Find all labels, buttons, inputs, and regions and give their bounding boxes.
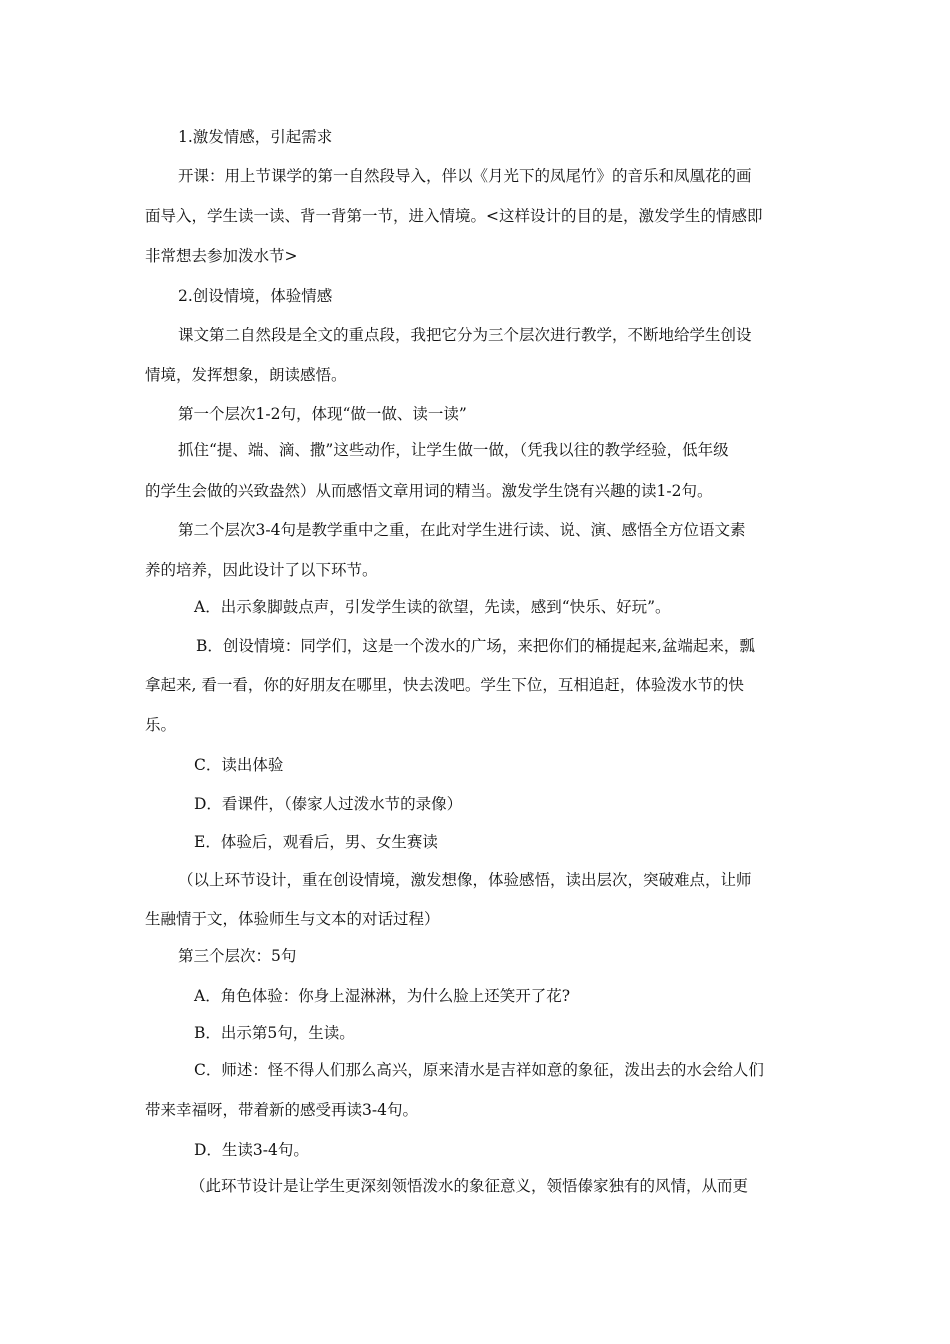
text-line: 1.激发情感，引起需求 xyxy=(178,128,333,146)
text-line: 生融情于文，体验师生与文本的对话过程） xyxy=(145,910,440,928)
text-line: （以上环节设计，重在创设情境，激发想像，体验感悟，读出层次，突破难点，让师 xyxy=(178,871,752,889)
text-line: 第三个层次：5句 xyxy=(178,947,297,965)
text-line: （此环节设计是让学生更深刻领悟泼水的象征意义，领悟傣家独有的风情，从而更 xyxy=(190,1177,749,1195)
text-line: 开课：用上节课学的第一自然段导入，伴以《月光下的凤尾竹》的音乐和凤凰花的画 xyxy=(178,167,752,185)
text-line: A．角色体验：你身上湿淋淋，为什么脸上还笑开了花? xyxy=(194,987,571,1005)
text-line: A．出示象脚鼓点声，引发学生读的欲望，先读，感到“快乐、好玩”。 xyxy=(194,598,671,616)
text-line: C．读出体验 xyxy=(194,756,284,774)
text-line: 第二个层次3-4句是教学重中之重，在此对学生进行读、说、演、感悟全方位语文素 xyxy=(178,521,746,539)
text-line: 非常想去参加泼水节> xyxy=(145,247,298,265)
text-line: B．出示第5句，生读。 xyxy=(194,1024,355,1042)
text-line: 带来幸福呀，带着新的感受再读3-4句。 xyxy=(145,1101,418,1119)
text-line: 情境，发挥想象，朗读感悟。 xyxy=(145,366,347,384)
text-line: B．创设情境：同学们，这是一个泼水的广场，来把你们的桶提起来,盆端起来，瓢 xyxy=(196,637,755,655)
text-line: 的学生会做的兴致盎然）从而感悟文章用词的精当。激发学生饶有兴趣的读1-2句。 xyxy=(145,482,713,500)
text-line: 课文第二自然段是全文的重点段，我把它分为三个层次进行教学，不断地给学生创设 xyxy=(178,326,752,344)
text-line: E．体验后，观看后，男、女生赛读 xyxy=(194,833,438,851)
text-line: 养的培养，因此设计了以下环节。 xyxy=(145,561,378,579)
text-line: 抓住“提、端、滴、撒”这些动作，让学生做一做，（凭我以往的教学经验，低年级 xyxy=(178,441,729,459)
text-line: 第一个层次1-2句，体现“做一做、读一读” xyxy=(178,405,467,423)
text-line: C．师述：怪不得人们那么高兴，原来清水是吉祥如意的象征，泼出去的水会给人们 xyxy=(194,1061,764,1079)
text-line: 面导入，学生读一读、背一背第一节，进入情境。<这样设计的目的是，激发学生的情感即 xyxy=(145,207,763,225)
text-line: 2.创设情境，体验情感 xyxy=(178,287,333,305)
text-line: D．生读3-4句。 xyxy=(194,1141,309,1159)
text-line: 拿起来, 看一看，你的好朋友在哪里，快去泼吧。学生下位，互相追赶，体验泼水节的快 xyxy=(145,676,744,694)
text-line: 乐。 xyxy=(145,716,177,734)
text-line: D．看课件，（傣家人过泼水节的录像） xyxy=(194,795,463,813)
